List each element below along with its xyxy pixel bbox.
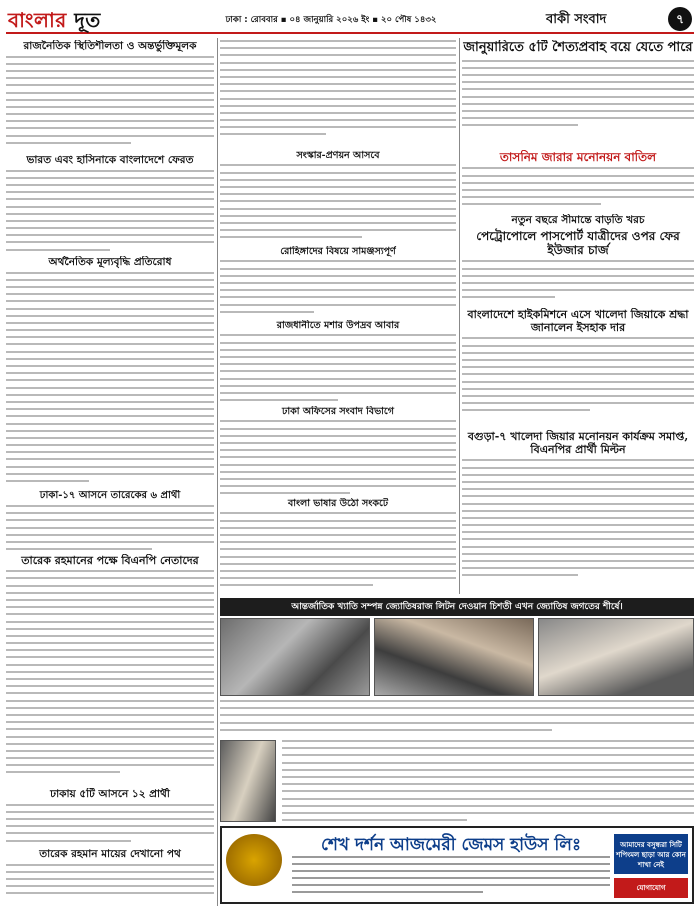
article-body — [220, 260, 456, 312]
article-headline: জানুয়ারিতে ৫টি শৈত্যপ্রবাহ বয়ে যেতে পারে — [463, 40, 693, 55]
article — [220, 498, 456, 594]
ad-side-note: আমাদের বসুন্ধরা সিটি শপিংমল ছাড়া আর কোন শাখা নেই — [614, 834, 688, 874]
article — [6, 40, 214, 152]
article-body — [282, 740, 694, 821]
article-body — [462, 459, 694, 576]
article — [6, 490, 214, 552]
article-body — [6, 272, 214, 482]
article-headline: রাজনৈতিক স্থিতিশীলতা ও অন্তর্ভুক্তিমূলক — [23, 40, 197, 52]
masthead-right: দূত — [74, 8, 101, 32]
article — [6, 788, 214, 846]
page-header — [6, 4, 694, 34]
feature-photo — [220, 618, 370, 696]
advertisement — [220, 826, 694, 904]
article-body — [220, 420, 456, 494]
dateline: ঢাকা : রোববার ▪ ০৪ জানুয়ারি ২০২৬ ইং ▪ ২০ পৌষ ১৪৩২ — [225, 15, 437, 25]
article — [6, 554, 214, 786]
article — [462, 430, 694, 594]
section-name: বাকী সংবাদ — [546, 12, 607, 27]
portrait-photo — [220, 740, 276, 822]
column-divider — [217, 38, 218, 906]
masthead — [8, 6, 101, 39]
article-headline: ঢাকা অফিসের সংবাদ বিভাগে — [282, 406, 394, 417]
article-body — [462, 260, 694, 298]
article-headline: সংস্কার-প্রণয়ন আসবে — [296, 150, 380, 161]
article-body — [462, 60, 694, 127]
article — [282, 740, 694, 822]
article-body — [220, 700, 694, 731]
article — [6, 256, 214, 488]
article-headline: তাসনিম জারার মনোনয়ন বাতিল — [499, 150, 657, 164]
article-body — [220, 164, 456, 238]
ad-logo-icon — [226, 834, 282, 886]
article-headline: তারেক রহমানের পক্ষে বিএনপি নেতাদের — [21, 554, 199, 567]
ad-company-name: শেখ দর্শন আজমেরী জেমস হাউস লিঃ — [320, 835, 582, 855]
article-body — [6, 864, 214, 895]
feature-photo — [374, 618, 534, 696]
article-body — [462, 167, 694, 205]
feature-banner: আন্তর্জাতিক খ্যাতি সম্পন্ন জ্যোতিষরাজ লিটন দেওয়ান চিশতী এখন জ্যোতিষ জগতের শীর্ষে। — [220, 598, 694, 616]
article-body — [6, 56, 214, 144]
article-headline: পেট্রোপোলে পাসপোর্ট যাত্রীদের ওপর ফের ইউজার চার্জ — [476, 228, 680, 257]
masthead-left: বাংলার — [8, 8, 67, 32]
article-headline: ভারত এবং হাসিনাকে বাংলাদেশে ফেরত — [26, 154, 194, 166]
page-number-badge: ৭ — [668, 7, 692, 31]
article-body — [220, 512, 456, 586]
article — [462, 214, 694, 306]
article-headline: ঢাকা-১৭ আসনে তারেকের ৬ প্রার্থী — [39, 490, 181, 501]
article-body — [6, 170, 214, 251]
article-body — [220, 334, 456, 401]
article-headline: রোহিঙ্গাদের বিষয়ে সামঞ্জস্যপূর্ণ — [280, 246, 396, 257]
article — [220, 40, 456, 148]
column-divider — [459, 38, 460, 594]
article-headline: ঢাকায় ৫টি আসনে ১২ প্রার্থী — [50, 788, 170, 800]
ad-call-label: যোগাযোগ — [614, 878, 688, 898]
article-body — [6, 570, 214, 773]
article-headline: রাজধানীতে মশার উপদ্রব আবার — [276, 320, 400, 331]
feature-photo — [538, 618, 694, 696]
article — [220, 150, 456, 244]
article-headline: বাংলাদেশে হাইকমিশনে এসে খালেদা জিয়াকে শ্রদ্ধা জানালেন ইসহাক দার — [467, 308, 689, 335]
article-body — [462, 337, 694, 411]
article-body — [6, 505, 214, 550]
newspaper-page — [6, 4, 694, 906]
article — [220, 406, 456, 496]
article — [6, 848, 214, 904]
ad-details — [292, 856, 610, 898]
article-headline: অর্থনৈতিক মূল্যবৃদ্ধি প্রতিরোধ — [48, 256, 172, 268]
article — [220, 246, 456, 318]
article — [462, 308, 694, 428]
article — [220, 700, 694, 736]
article — [462, 40, 694, 148]
article — [6, 154, 214, 254]
article — [220, 320, 456, 404]
article-headline: বাংলা ভাষার উঠো সংকটে — [288, 498, 388, 509]
article-body — [6, 804, 214, 842]
article-body — [220, 40, 456, 135]
article-headline: বগুড়া-৭ খালেদা জিয়ার মনোনয়ন কার্যক্রম সমাপ্ত, বিএনপির প্রার্থী মিল্টন — [467, 430, 689, 457]
article — [462, 150, 694, 212]
article-headline: তারেক রহমান মায়ের দেখানো পথ — [39, 848, 181, 860]
article-headline: নতুন বছরে সীমান্তে বাড়তি খরচ — [511, 214, 645, 226]
